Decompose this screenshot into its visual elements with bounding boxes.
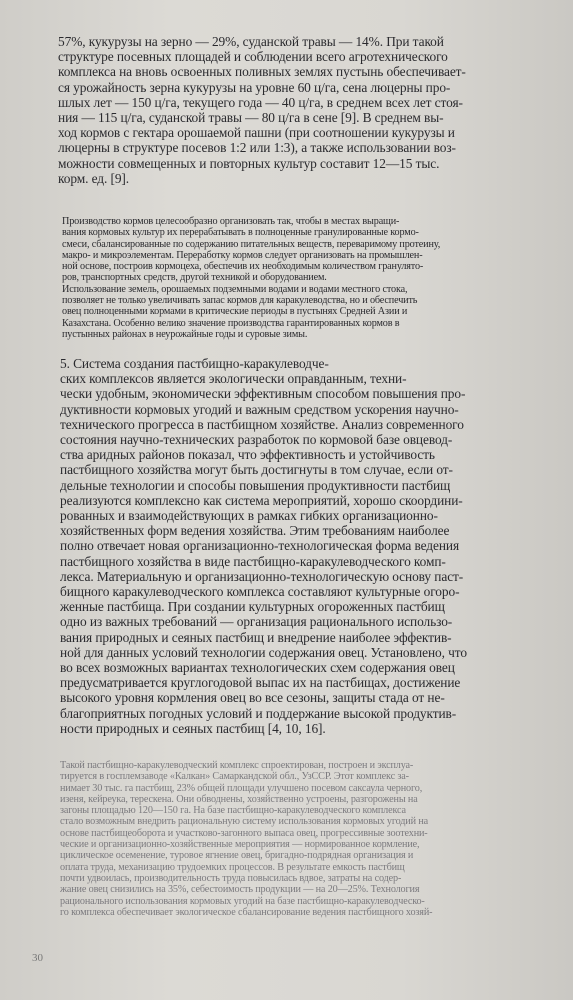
small-print-note-1: [62, 216, 562, 340]
main-paragraph-1: [58, 34, 558, 186]
text-line: смеси, сбалансированные по содержанию питательных веществ, переваримому протеину,: [62, 238, 441, 250]
text-line: 57%, кукурузы на зерно — 29%, суданской травы — 14%. При такой: [58, 34, 444, 49]
text-line: пустынных районах в неурожайные годы и суровые зимы.: [62, 328, 308, 340]
page-number: 30: [32, 952, 43, 964]
text-line: пастбищного хозяйства в виде пастбищно-каракулеводческого комп-: [60, 553, 446, 569]
text-line: 5. Система создания пастбищно-каракулеводче-: [60, 356, 329, 371]
text-line: дельные технологии и способы повышения продуктивности пастбищ: [60, 477, 451, 493]
main-paragraph-2-section-5: [60, 356, 560, 736]
text-line: реализуются комплексно как система мероприятий, хорошо скоордини-: [60, 492, 463, 508]
text-line: люцерны в структуре посевов 1:2 или 1:3), а также использовании воз-: [58, 140, 456, 156]
text-line: ся урожайность зерна кукурузы на уровне 60 ц/га, сена люцерны про-: [58, 79, 451, 95]
text-line: дуктивности кормовых угодий и важным средством ускорения научно-: [60, 401, 459, 417]
text-line: основе пастбищеоборота и участково-загонного выпаса овец, прогрессивные зоотехни-: [60, 827, 428, 839]
text-line: бищного каракулеводческого комплекса составляют культурные огоро-: [60, 584, 460, 600]
text-line: тируется в госплемзаводе «Калкан» Самаркандской обл., УзССР. Этот комплекс за-: [60, 771, 409, 783]
text-line: нимает 30 тыс. га пастбищ, 23% общей площади улучшено посевом саксаула черного,: [60, 782, 423, 794]
text-line: корм. ед. [9].: [58, 170, 130, 186]
text-line: Использование земель, орошаемых подземными водами и водами местного стока,: [62, 283, 408, 295]
text-line: ских комплексов является экологически оправданным, техни-: [60, 371, 407, 387]
text-line: загоны площадью 120—150 га. На базе пастбищно-каракулеводческого комплекса: [60, 805, 406, 817]
text-line: одно из важных требований — организация рационального использо-: [60, 614, 453, 630]
text-line: благоприятных погодных условий и поддержание высокой продуктив-: [60, 705, 457, 721]
text-line: хозяйственных форм ведения хозяйства. Этим требованиям наиболее: [60, 523, 450, 539]
text-line: Казахстана. Особенно велико значение производства гарантированных кормов в: [62, 317, 400, 329]
text-line: во всех возможных вариантах технологических схем содержания овец: [60, 660, 455, 676]
text-line: вания природных и сеяных пастбищ и внедрение наиболее эффектив-: [60, 629, 452, 645]
text-line: почти удвоилась, производительность труда повысилась вдвое, затраты на содер-: [60, 872, 402, 884]
text-line: оплата труда, механизацию трудоемких процессов. В результате емкость пастбищ: [60, 861, 405, 873]
text-line: лекса. Материальную и организационно-технологическую основу паст-: [60, 568, 464, 584]
text-line: предусматривается круглогодовой выпас их на пастбищах, достижение: [60, 675, 461, 691]
text-line: чески удобным, экономически эффективным способом повышения про-: [60, 386, 466, 402]
text-line: комплекса на вновь освоенных поливных землях пустынь обеспечивает-: [58, 64, 466, 80]
text-line: ства аридных районов показал, что эффективность и устойчивость: [60, 447, 435, 463]
text-line: полно отвечает новая организационно-технологическая форма ведения: [60, 538, 460, 554]
text-line: жание овец снизились на 35%, себестоимость продукции — на 20—25%. Технология: [60, 884, 420, 896]
text-line: можности совмещенных и повторных культур составит 12—15 тыс.: [58, 155, 440, 171]
small-print-note-2: [60, 760, 560, 918]
text-line: го комплекса обеспечивает экологическое сбалансирование ведения пастбищного хозяй-: [60, 906, 433, 918]
text-line: ческие и организационно-хозяйственные мероприятия — нормированное кормление,: [60, 839, 420, 851]
text-line: изеня, кейреука, терескена. Они обводнены, хозяйственно устроены, разгорожены на: [60, 793, 418, 805]
text-line: Производство кормов целесообразно организовать так, чтобы в местах выращи-: [62, 216, 400, 227]
text-line: технического прогресса в пастбищном хозяйстве. Анализ современного: [60, 416, 464, 432]
text-line: состояния научно-технических разработок по кормовой базе овцевод-: [60, 432, 453, 448]
text-line: ход кормов с гектара орошаемой пашни (при соотношении кукурузы и: [58, 125, 455, 141]
text-line: ности природных и сеяных пастбищ [4, 10, 16].: [60, 720, 326, 736]
text-line: овец полноценными кормами в критические периоды в пустынях Средней Азии и: [62, 306, 408, 318]
text-line: позволяет не только увеличивать запас кормов для каракулеводства, но и обеспечить: [62, 295, 418, 307]
text-line: ной основе, построив кормоцеха, обеспечив их необходимым количеством гранулято-: [62, 261, 424, 273]
text-line: вания кормовых культур их перерабатывать в полноценные гранулированные кормо-: [62, 227, 419, 239]
text-line: циклическое осеменение, туровое ягнение овец, бригадно-подрядная организация и: [60, 850, 414, 862]
text-line: женные пастбища. При создании культурных огороженных пастбищ: [60, 599, 445, 615]
text-line: шлых лет — 150 ц/га, текущего года — 40 ц/га, в среднем всех лет стоя-: [58, 94, 463, 110]
text-line: рованных и взаимодействующих в рамках гибких организационно-: [60, 508, 438, 524]
text-line: структуре посевных площадей и соблюдении всего агротехнического: [58, 49, 448, 65]
text-line: стало возможным внедрить рациональную систему использования кормовых угодий на: [60, 816, 428, 828]
text-line: ной для данных условий технологии содержания овец. Установлено, что: [60, 644, 467, 660]
text-line: рационального использования кормовых угодий на базе пастбищно-каракулеводческо-: [60, 895, 425, 907]
text-line: Такой пастбищно-каракулеводческий комплекс спроектирован, построен и эксплуа-: [60, 760, 414, 771]
text-line: высокого уровня кормления овец во все сезоны, защиты стада от не-: [60, 690, 445, 706]
text-line: макро- и микроэлементам. Переработку кормов следует организовать на промышлен-: [62, 249, 423, 261]
text-line: пастбищного хозяйства могут быть достигнуты в том случае, если от-: [60, 462, 453, 478]
text-line: ров, транспортных средств, другой техникой и оборудованием.: [62, 272, 327, 284]
text-line: ния — 115 ц/га, суданской травы — 80 ц/га в сене [9]. В среднем вы-: [58, 110, 444, 126]
